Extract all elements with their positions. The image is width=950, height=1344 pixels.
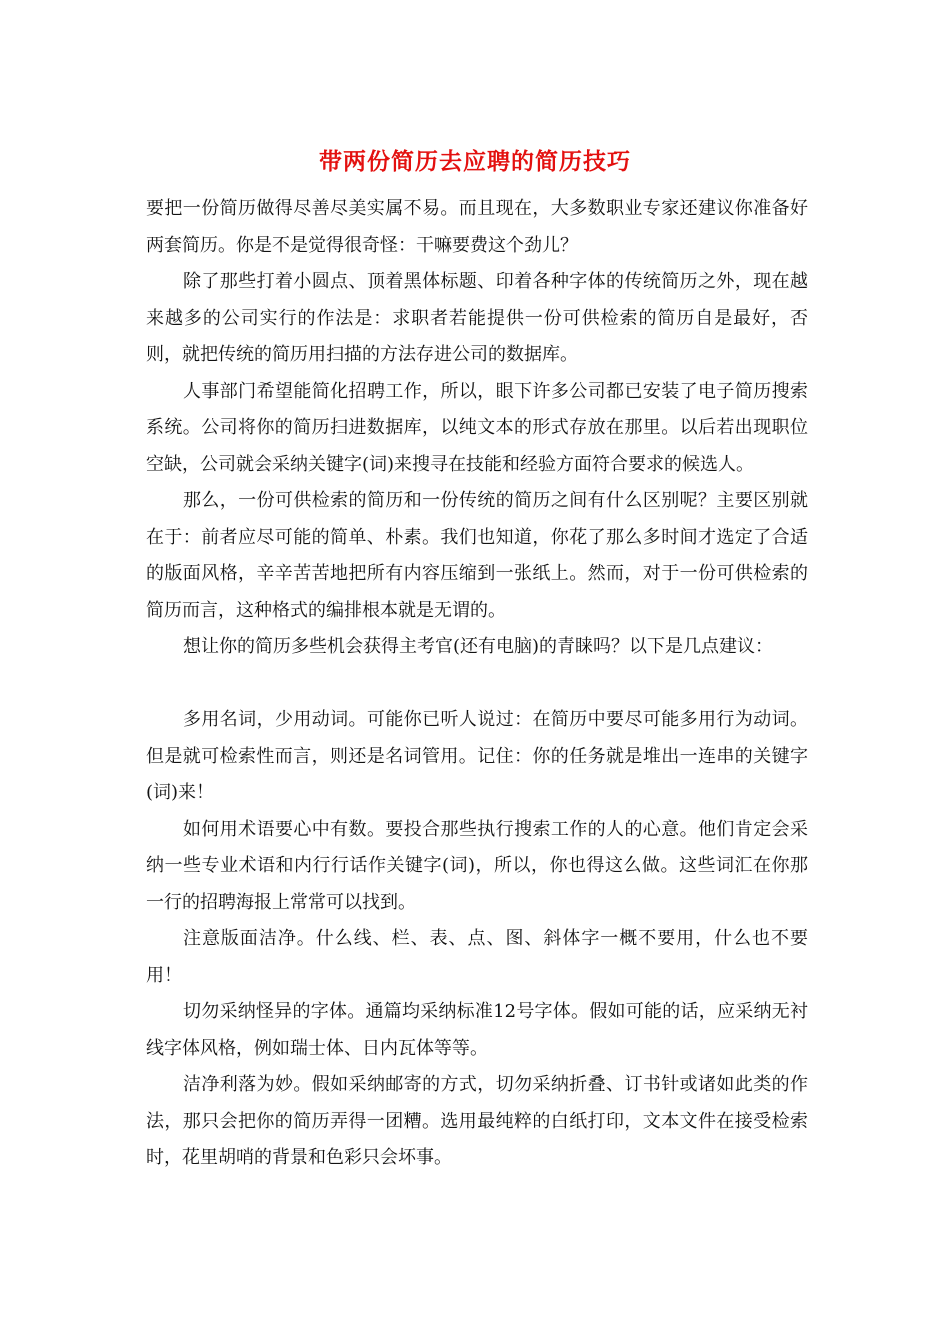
paragraph-tip-terms: 如何用术语要心中有数。要投合那些执行搜索工作的人的心意。他们肯定会采纳一些专业术语和内行行话作关键字(词)，所以，你也得这么做。这些词汇在你那一行的招聘海报上常常可以找到。 — [146, 818, 808, 913]
paragraph-tip-nouns: 多用名词，少用动词。可能你已听人说过：在简历中要尽可能多用行为动词。但是就可检索性而言，则还是名词管用。记住：你的任务就是堆出一连串的关键字(词)来！ — [146, 709, 808, 803]
paragraph-intro: 要把一份简历做得尽善尽美实属不易。而且现在，大多数职业专家还建议你准备好两套简历。你是不是觉得很奇怪：干嘛要费这个劲儿？ — [146, 198, 808, 256]
paragraph-tip-fonts: 切勿采纳怪异的字体。通篇均采纳标准12号字体。假如可能的话，应采纳无衬线字体风格，例如瑞士体、日内瓦体等等。 — [146, 1001, 808, 1059]
blank-line — [146, 666, 808, 703]
paragraph-tip-clean-layout: 注意版面洁净。什么线、栏、表、点、图、斜体字一概不要用，什么也不要用！ — [146, 928, 808, 986]
paragraph-traditional-resume: 除了那些打着小圆点、顶着黑体标题、印着各种字体的传统简历之外，现在越来越多的公司实行的作法是：求职者若能提供一份可供检索的简历自是最好，否则，就把传统的简历用扫描的方法存进公司的数据库。 — [146, 271, 808, 365]
document-title: 带两份简历去应聘的简历技巧 — [319, 148, 631, 175]
paragraph-difference: 那么，一份可供检索的简历和一份传统的简历之间有什么区别呢？主要区别就在于：前者应尽可能的简单、朴素。我们也知道，你花了那么多时间才选定了合适的版面风格，辛辛苦苦地把所有内容压缩到一张纸上。然而，对于一份可供检索的简历而言，这种格式的编排根本就是无谓的。 — [146, 490, 808, 621]
document-body — [146, 191, 808, 1177]
paragraph-tip-tidy: 洁净利落为妙。假如采纳邮寄的方式，切勿采纳折叠、订书针或诸如此类的作法，那只会把你的简历弄得一团糟。选用最纯粹的白纸打印，文本文件在接受检索时，花里胡哨的背景和色彩只会坏事。 — [146, 1074, 808, 1168]
paragraph-suggestions-intro: 想让你的简历多些机会获得主考官(还有电脑)的青睐吗？以下是几点建议： — [183, 636, 774, 657]
paragraph-hr-system: 人事部门希望能简化招聘工作，所以，眼下许多公司都已安装了电子简历搜索系统。公司将你的简历扫进数据库，以纯文本的形式存放在那里。以后若出现职位空缺，公司就会采纳关键字(词)来搜寻在技能和经验方面符合要求的候选人。 — [146, 380, 808, 475]
